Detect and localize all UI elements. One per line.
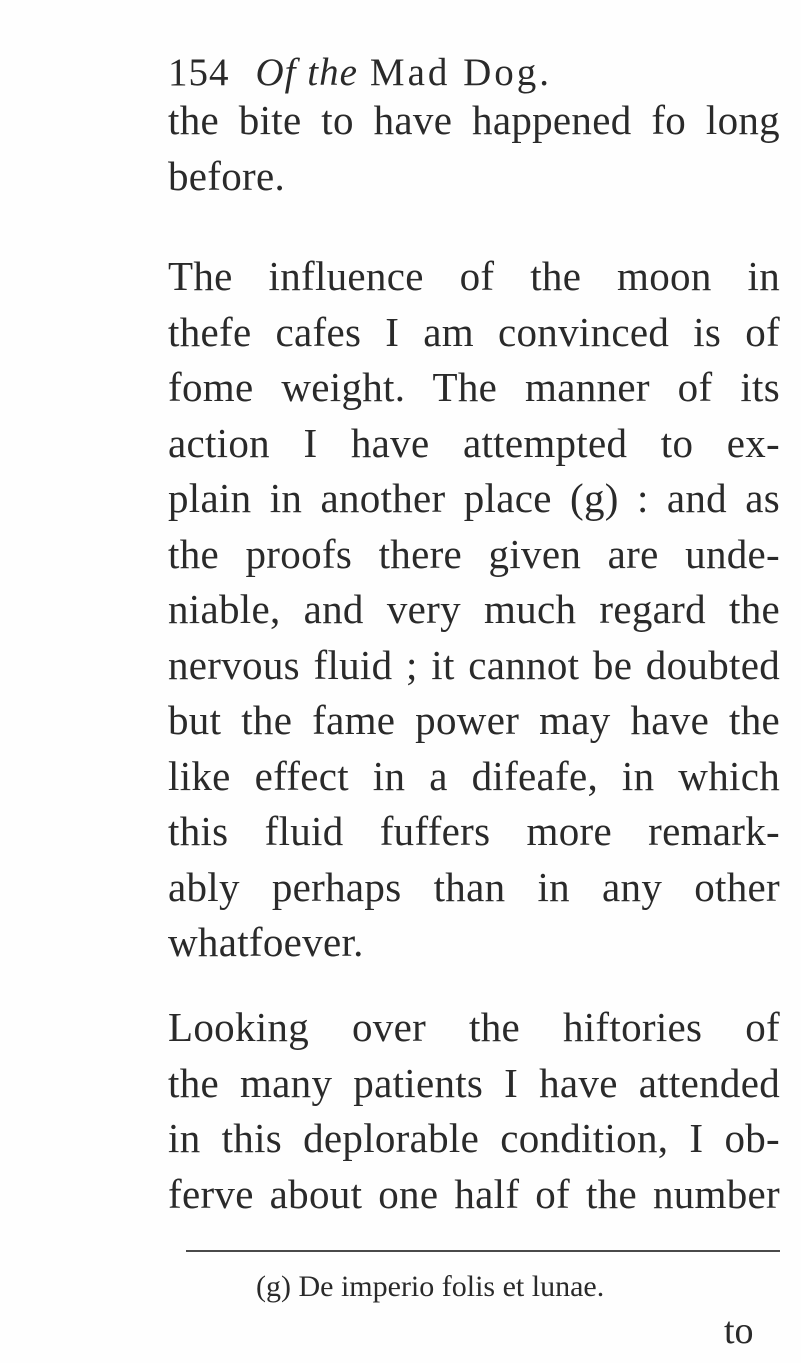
running-head-title: Mad Dog. — [369, 51, 553, 94]
text-line: plain in another place (g) : and as — [168, 475, 780, 521]
footnote: (g) De imperio folis et lunae. — [256, 1270, 605, 1303]
text-line: The influence of the moon in — [168, 253, 780, 299]
running-head-italic: Of the — [255, 51, 358, 94]
text-line: but the fame power may have the — [168, 697, 780, 743]
text-line: thefe cafes I am convinced is of — [168, 309, 780, 355]
catchword: to — [724, 1310, 754, 1352]
text-line: action I have attempted to ex- — [168, 420, 780, 466]
text-line: like effect in a difeafe, in which — [168, 753, 780, 799]
running-head — [168, 50, 552, 96]
text-line: the proofs there given are unde- — [168, 531, 780, 577]
text-line: ferve about one half of the number — [168, 1171, 780, 1217]
text-line: Looking over the hiftories of — [168, 1004, 780, 1050]
text-line: fome weight. The manner of its — [168, 364, 780, 410]
text-line: before. — [168, 153, 286, 199]
text-line: in this deplorable condition, I ob- — [168, 1115, 780, 1161]
text-line: niable, and very much regard the — [168, 586, 780, 632]
page-number: 154 — [168, 51, 230, 94]
text-line: ably perhaps than in any other — [168, 864, 780, 910]
text-line: this fluid fuffers more remark- — [168, 808, 780, 854]
text-line: nervous fluid ; it cannot be doubted — [168, 642, 780, 688]
text-line: whatfoever. — [168, 919, 364, 965]
footnote-rule — [186, 1250, 780, 1252]
text-line: the many patients I have attended — [168, 1060, 780, 1106]
text-line: the bite to have happened fo long — [168, 97, 780, 143]
